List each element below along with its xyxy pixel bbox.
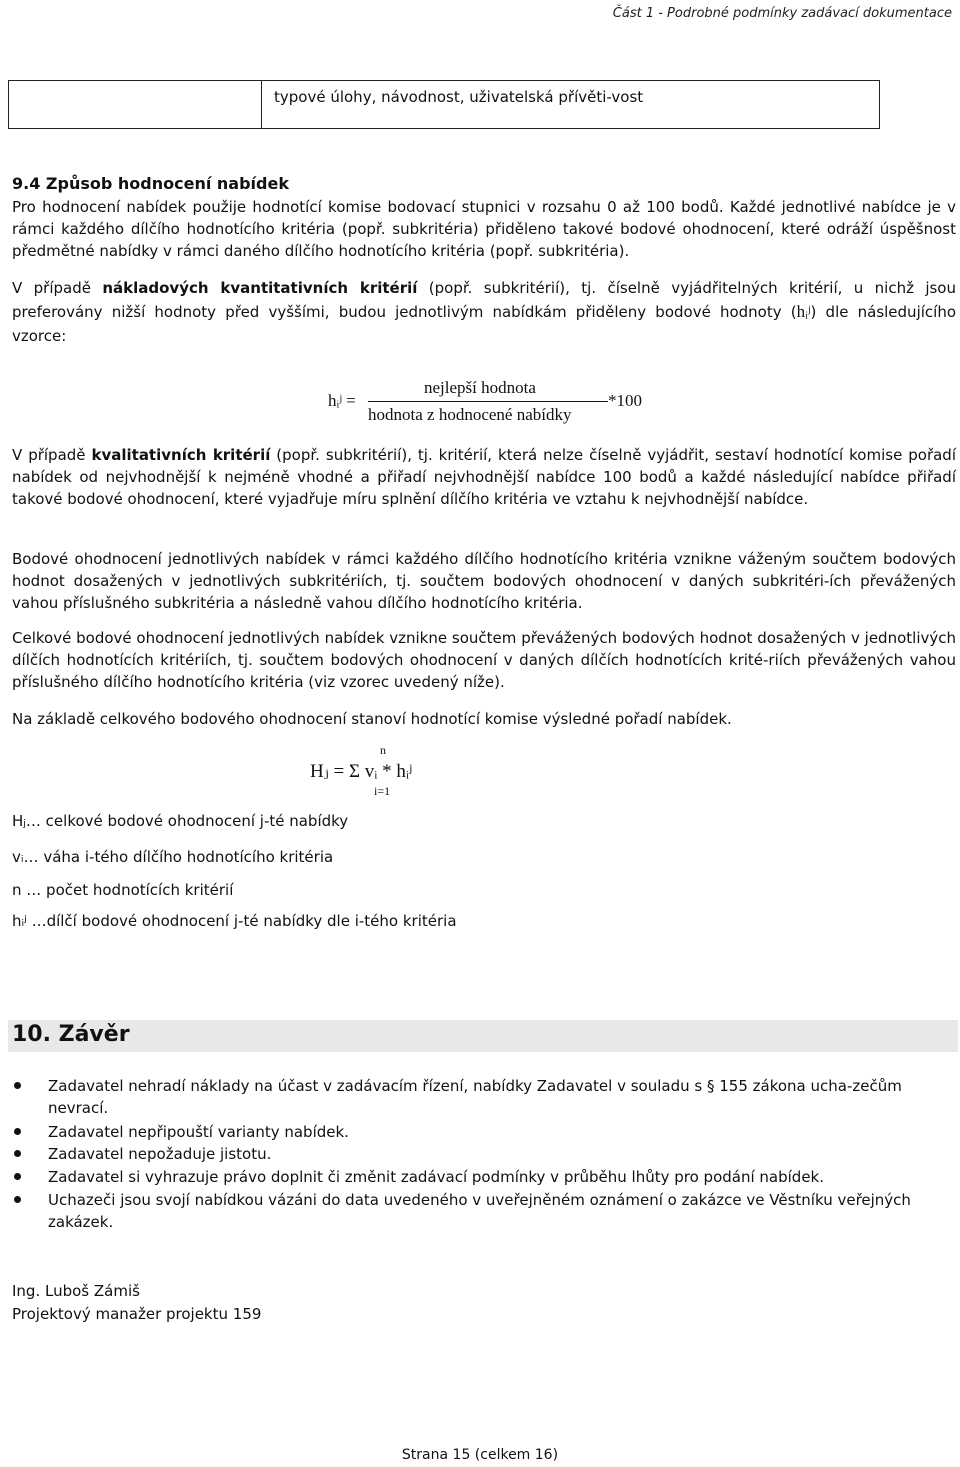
bullet-dot xyxy=(14,1173,21,1180)
legend-H: Hⱼ… celkové bodové ohodnocení j-té nabídky xyxy=(12,812,349,830)
signature-role: Projektový manažer projektu 159 xyxy=(12,1305,262,1323)
formula-multiplier: *100 xyxy=(608,391,642,410)
legend-h: hᵢʲ …dílčí bodové ohodnocení j-té nabídky dle i-tého kritéria xyxy=(12,912,457,930)
bullet-dot xyxy=(14,1128,21,1135)
section-9-4-title: 9.4 Způsob hodnocení nabídek xyxy=(12,174,289,193)
section-10-title: 10. Závěr xyxy=(12,1022,130,1047)
page-header: Část 1 - Podrobné podmínky zadávací dokumentace xyxy=(612,6,952,21)
legend-v: vᵢ… váha i-tého dílčího hodnotícího kritéria xyxy=(12,848,334,866)
bullet-rights: Zadavatel si vyhrazuje právo doplnit či změnit zadávací podmínky v průběhu lhůty pro podání nabídek. xyxy=(48,1166,954,1188)
signature-name: Ing. Luboš Zámiš xyxy=(12,1282,140,1300)
fraction-line xyxy=(368,401,608,402)
formula-numerator: nejlepší hodnota xyxy=(424,378,536,397)
formula-total xyxy=(306,743,526,802)
bullet-costs: Zadavatel nehradí náklady na účast v zadávacím řízení, nabídky Zadavatel v souladu s § 155 zákona ucha-zečům nevrací. xyxy=(48,1075,954,1119)
bold-qualitative: kvalitativních kritérií xyxy=(91,446,271,464)
sum-lower: i=1 xyxy=(374,784,391,798)
page-footer: Strana 15 (celkem 16) xyxy=(401,1447,559,1463)
bullet-dot xyxy=(14,1150,21,1157)
formula-total-expression: Hⱼ = Σ vᵢ * hᵢʲ xyxy=(310,761,412,782)
paragraph-quantitative: V případě nákladových kvantitativních kritérií (popř. subkritérií), tj. číselně vyjádřitelných kritérií, u nichž jsou preferovány nižší hodnoty před vyššími, budou jednotlivým nabídkám přiděleny bodové hodnoty (hᵢʲ) dle následujícího vzorce: xyxy=(12,279,957,345)
bullet-dot xyxy=(14,1196,21,1203)
paragraph-ranking: Na základě celkového bodového ohodnocení stanoví hodnotící komise výsledné pořadí nabídek. xyxy=(12,710,732,728)
bullet-guarantee: Zadavatel nepožaduje jistotu. xyxy=(48,1143,954,1165)
section-10-heading xyxy=(8,1020,958,1052)
criteria-table xyxy=(8,80,880,129)
paragraph-qualitative: V případě kvalitativních kritérií (popř. subkritérií), tj. kritérií, která nelze číselně vyjádřit, sestaví hodnotící komise pořadí nabídek od nejvhodnější k nejméně vhodné a přiřadí nejvhodnější nabídce 100 bodů a každé následující nabídce přiřadí takové bodové ohodnocení, které vyjadřuje míru splnění dílčího kritéria ve vztahu k nejvhodnější nabídce. xyxy=(12,446,957,508)
bullet-dot xyxy=(14,1082,21,1089)
bullet-variants: Zadavatel nepřipouští varianty nabídek. xyxy=(48,1121,954,1143)
formula-lhs: hᵢʲ = xyxy=(328,391,356,410)
symbol-h-ij: hᵢʲ xyxy=(796,302,811,321)
paragraph-scale: Pro hodnocení nabídek použije hodnotící komise bodovací stupnici v rozsahu 0 až 100 bodů. Každé jednotlivé nabídce je v rámci každého dílčího hodnotícího kritéria (popř. subkritéria) přiděleno takové bodové ohodnocení, které odráží úspěšnost předmětné nabídky v rámci daného dílčího hodnotícího kritéria (popř. subkritéria). xyxy=(12,198,956,260)
paragraph-weighted-sum: Bodové ohodnocení jednotlivých nabídek v rámci každého dílčího hodnotícího kritéria vznikne váženým součtem bodových hodnot dosažených v jednotlivých subkritériích, tj. součtem bodových ohodnocení v daných subkritéri-ích převážených vahou příslušného subkritéria a následně vahou dílčího hodnotícího kritéria. xyxy=(12,550,956,612)
table-cell xyxy=(261,81,880,128)
table-cell-text: typové úlohy, návodnost, uživatelská přívěti-vost xyxy=(274,88,644,106)
formula-denominator: hodnota z hodnocené nabídky xyxy=(368,405,572,424)
bullet-binding: Uchazeči jsou svojí nabídkou vázáni do data uvedeného v uveřejněném oznámení o zakázce ve Věstníku veřejných zakázek. xyxy=(48,1189,954,1233)
formula-points xyxy=(328,378,648,428)
paragraph-total: Celkové bodové ohodnocení jednotlivých nabídek vznikne součtem převážených bodových hodnot dosažených v jednotlivých dílčích hodnotících kritériích, tj. součtem bodových ohodnocení v daných dílčích hodnotících krité-riích převážených vahou příslušného dílčího hodnotícího kritéria (viz vzorec uvedený níže). xyxy=(12,629,956,691)
sum-upper: n xyxy=(380,743,386,757)
bold-quantitative: nákladových kvantitativních kritérií xyxy=(102,279,418,297)
legend-n: n … počet hodnotících kritérií xyxy=(12,881,234,899)
